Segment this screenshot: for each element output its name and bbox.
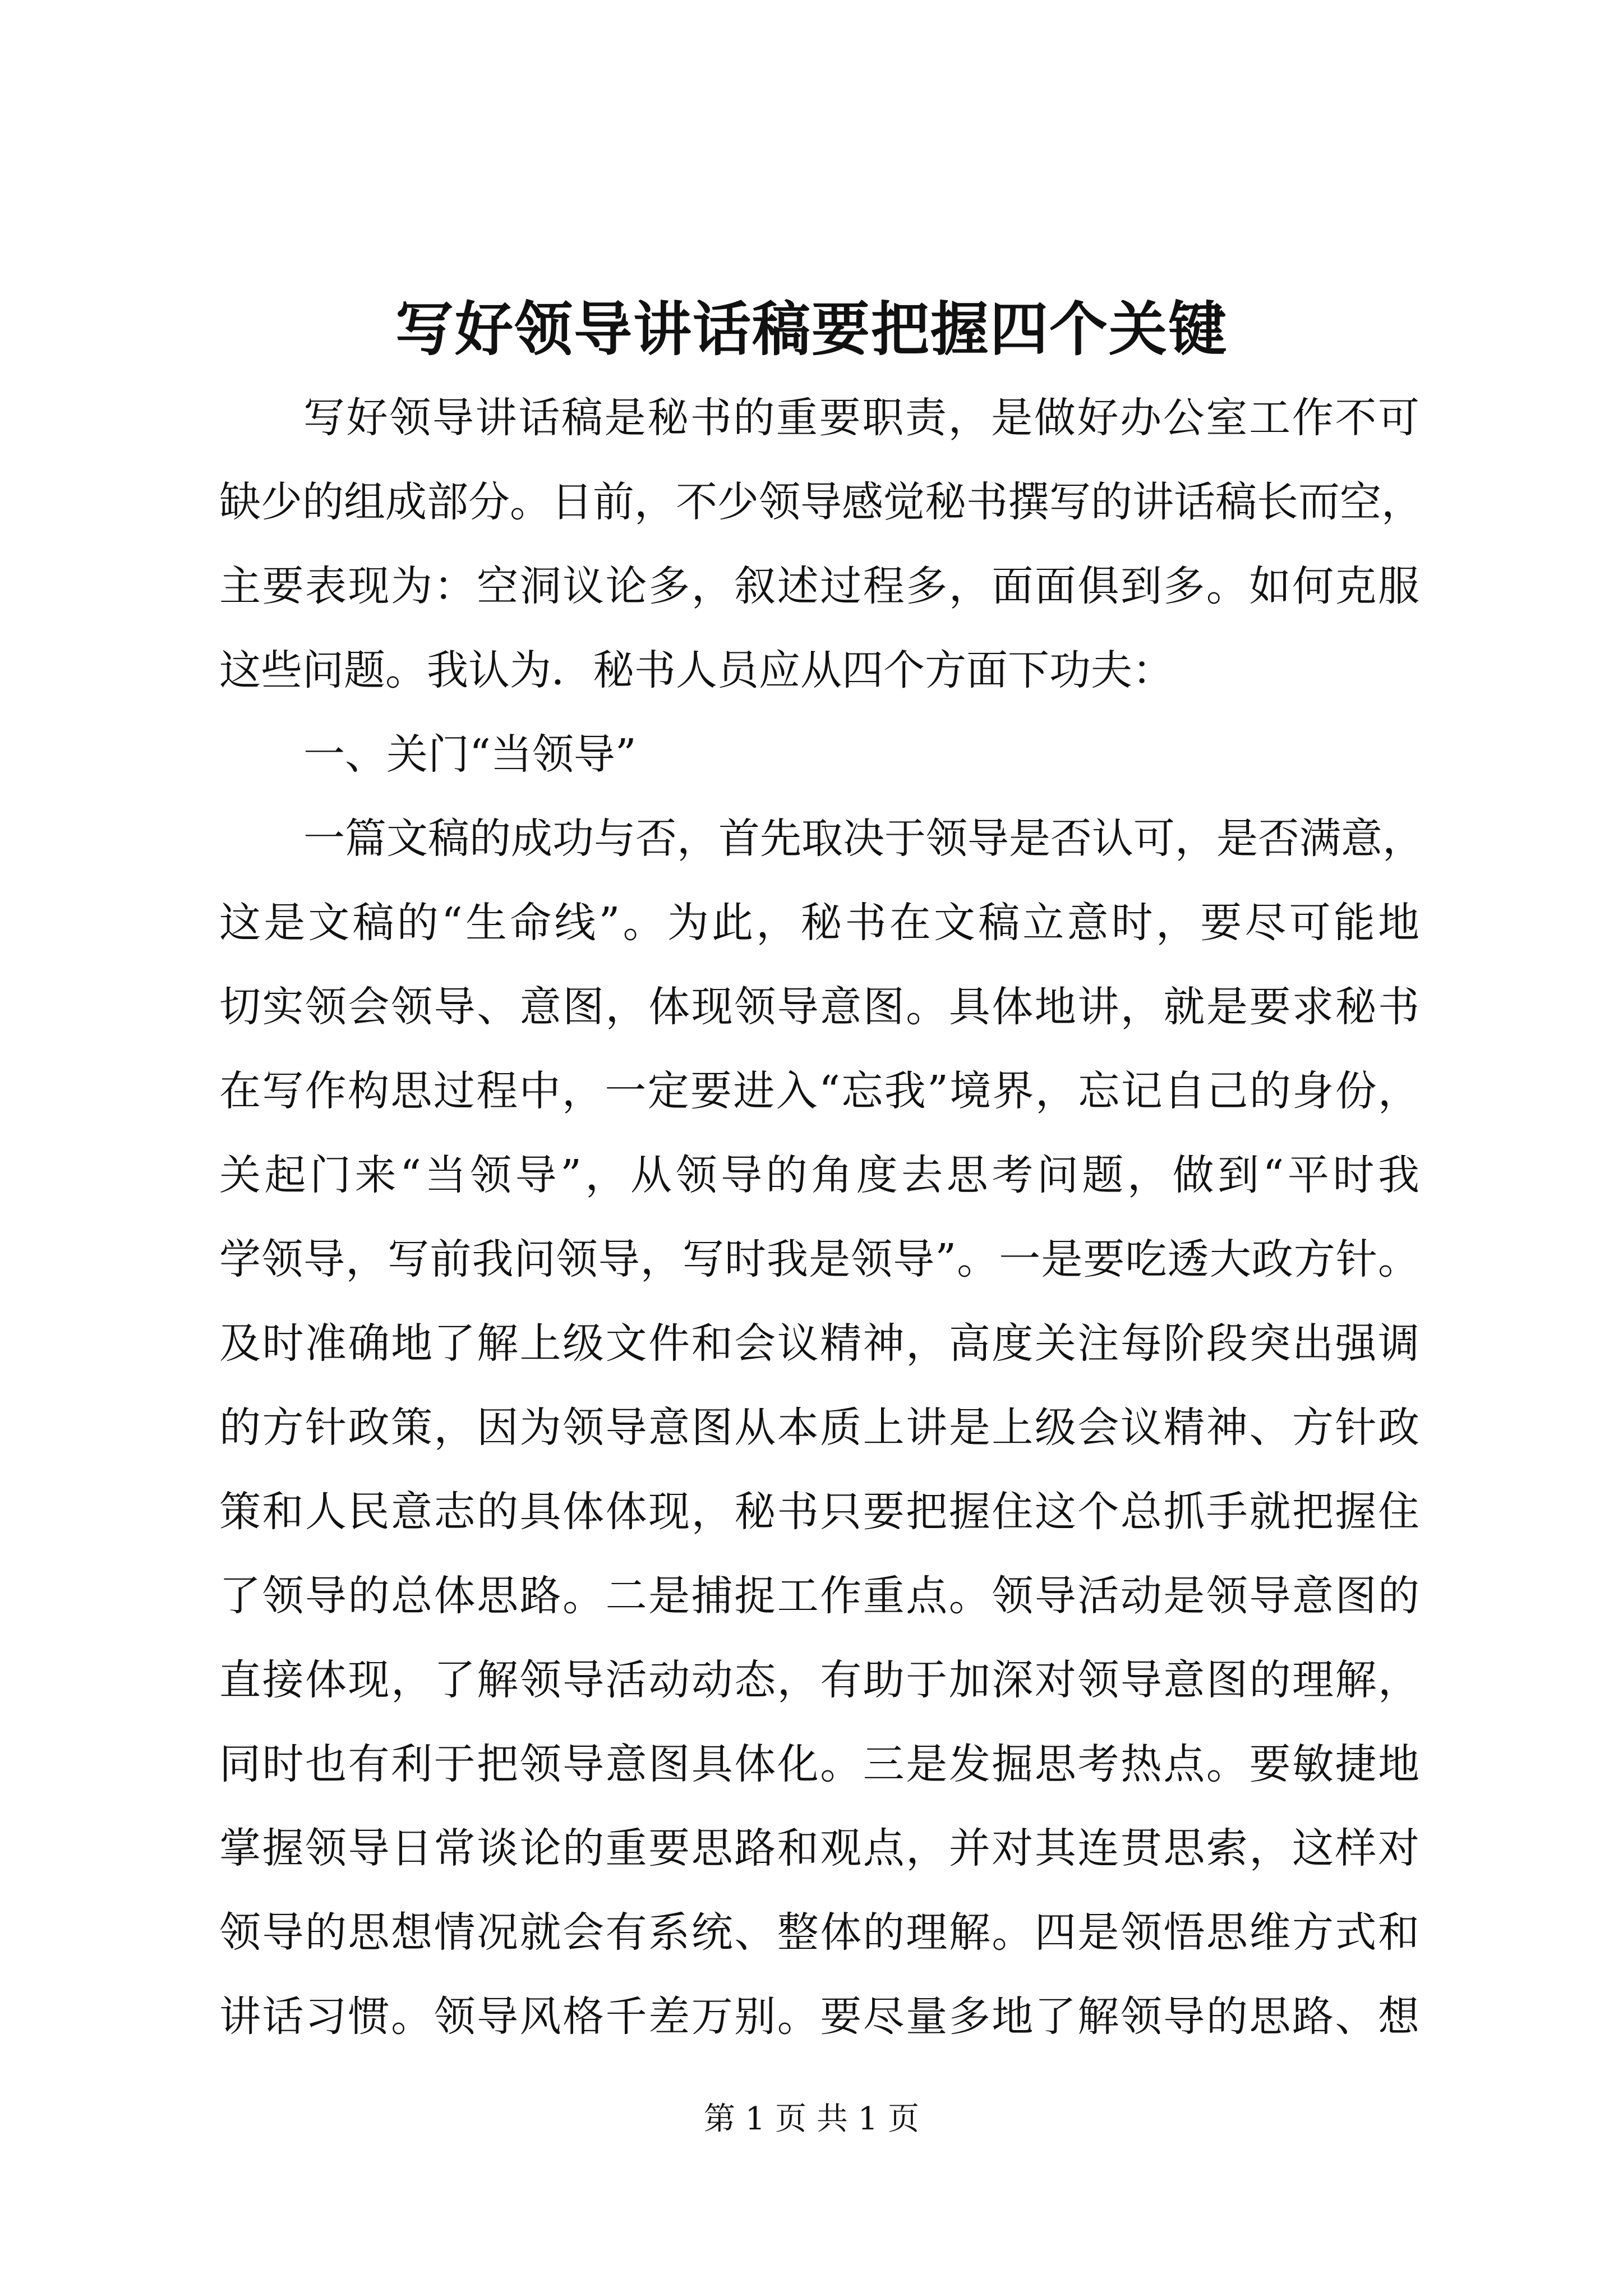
body-line: 直接体现，了解领导活动动态，有助于加深对领导意图的理解， xyxy=(219,1656,1419,1704)
body-line: 写好领导讲话稿是秘书的重要职责，是做好办公室工作不可 xyxy=(303,394,1419,442)
body-line: 主要表现为：空洞议论多，叙述过程多，面面俱到多。如何克服 xyxy=(219,562,1419,610)
body-line: 缺少的组成部分。日前，不少领导感觉秘书撰写的讲话稿长而空， xyxy=(219,478,1423,526)
body-line: 这是文稿的“生命线”。为此，秘书在文稿立意时，要尽可能地 xyxy=(219,899,1419,947)
body-line: 关起门来“当领导”，从领导的角度去思考问题，做到“平时我 xyxy=(219,1151,1419,1199)
page-number: 第 1 页 共 1 页 xyxy=(703,2101,920,2137)
body-line: 及时准确地了解上级文件和会议精神，高度关注每阶段突出强调 xyxy=(219,1319,1419,1368)
document-title: 写好领导讲话稿要把握四个关键 xyxy=(395,295,1228,364)
page-footer xyxy=(0,2097,1623,2142)
body-line: 讲话习惯。领导风格千差万别。要尽量多地了解领导的思路、想 xyxy=(219,1993,1419,2041)
body-line: 这些问题。我认为．秘书人员应从四个方面下功夫： xyxy=(219,646,1174,694)
body-line: 切实领会领导、意图，体现领导意图。具体地讲，就是要求秘书 xyxy=(219,983,1419,1031)
body-line: 策和人民意志的具体体现，秘书只要把握住这个总抓手就把握住 xyxy=(219,1488,1419,1536)
body-line: 的方针政策，因为领导意图从本质上讲是上级会议精神、方针政 xyxy=(219,1404,1419,1452)
body-line: 了领导的总体思路。二是捕捉工作重点。领导活动是领导意图的 xyxy=(219,1572,1419,1620)
body-line: 在写作构思过程中，一定要进入“忘我”境界，忘记自己的身份， xyxy=(219,1067,1419,1115)
body-line: 同时也有利于把领导意图具体化。三是发掘思考热点。要敏捷地 xyxy=(219,1740,1419,1788)
body-line: 一篇文稿的成功与否，首先取决于领导是否认可，是否满意， xyxy=(303,815,1424,863)
document-body xyxy=(219,376,1424,2059)
body-line: 领导的思想情况就会有系统、整体的理解。四是领悟思维方式和 xyxy=(219,1908,1419,1957)
body-line: 掌握领导日常谈论的重要思路和观点，并对其连贯思索，这样对 xyxy=(219,1824,1419,1872)
body-line: 学领导，写前我问领导，写时我是领导”。一是要吃透大政方针。 xyxy=(219,1235,1419,1283)
section-heading: 一、关门“当领导” xyxy=(303,730,637,779)
